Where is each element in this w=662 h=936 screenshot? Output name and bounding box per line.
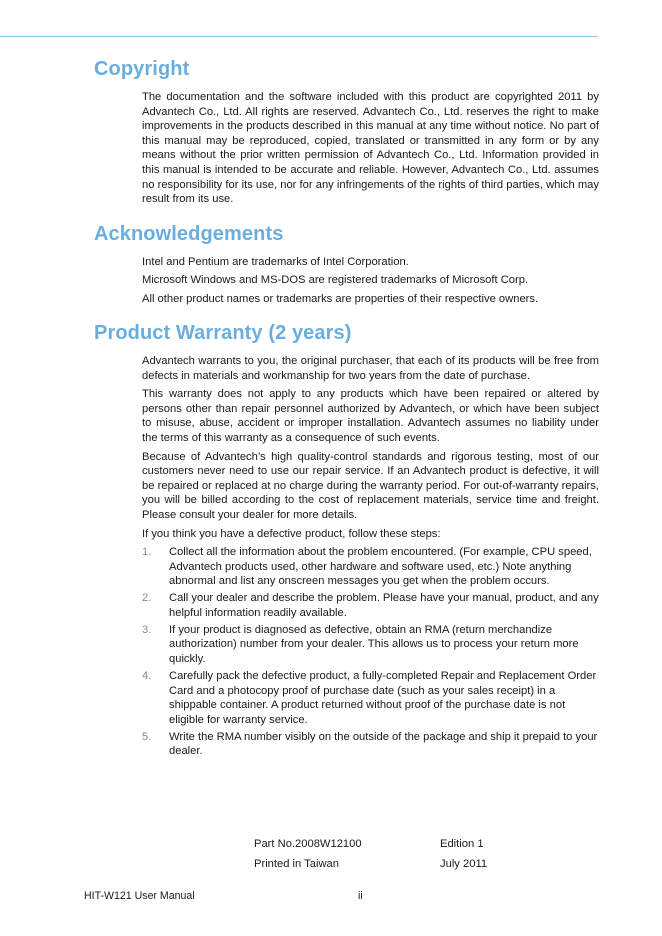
step-number: 5. [142,730,152,743]
footer-page-number: ii [358,890,363,902]
part-info-row [254,854,514,874]
ack-line: Intel and Pentium are trademarks of Intel Corporation. [142,256,409,268]
part-info [254,834,514,874]
step-number: 1. [142,546,152,559]
warranty-paragraph: If you think you have a defective product, follow these steps: [142,527,441,540]
footer-manual-title: HIT-W121 User Manual [84,890,195,902]
warranty-steps-list [142,545,599,759]
acknowledgements-section [142,255,599,310]
step-text: If your product is diagnosed as defective, obtain an RMA (return merchandize authorization) number from your dealer. This allows us to process your return more quickly. [169,623,579,666]
warranty-paragraph: Advantech warrants to you, the original purchaser, that each of its products will be free from defects in materials and workmanship for two years from the date of purchase. [142,355,599,382]
warranty-heading: Product Warranty (2 years) [94,322,352,344]
print-date: July 2011 [440,858,488,870]
step-text: Carefully pack the defective product, a fully-completed Repair and Replacement Order Card and a photocopy proof of purchase date (such as your sales receipt) in a shippable container. A product returned without proof of the purchase date is not eligible for warranty service. [169,670,597,726]
part-number: Part No.2008W12100 [254,838,362,850]
copyright-heading: Copyright [94,58,190,80]
acknowledgements-heading: Acknowledgements [94,223,284,245]
step-number: 3. [142,623,152,636]
header-rule [0,36,598,37]
list-item [142,591,599,620]
step-number: 4. [142,670,152,683]
edition: Edition 1 [440,838,484,850]
ack-line: Microsoft Windows and MS-DOS are registered trademarks of Microsoft Corp. [142,274,529,287]
part-info-row [254,834,514,854]
warranty-section [142,354,599,761]
warranty-paragraph: Because of Advantech’s high quality-control standards and rigorous testing, most of our customers never need to use our repair service. If an Advantech product is defective, it will be repaired or replaced at no charge during the warranty period. For out-of-warranty repairs, you will be billed according to the cost of replacement materials, service time and freight. Please consult your dealer for more details. [142,450,599,521]
step-text: Write the RMA number visibly on the outside of the package and ship it prepaid to your dealer. [169,730,598,758]
copyright-section [142,90,599,211]
list-item [142,623,599,667]
step-number: 2. [142,592,152,605]
list-item [142,545,599,589]
warranty-paragraph: This warranty does not apply to any products which have been repaired or altered by persons other than repair personnel authorized by Advantech, or which have been subject to misuse, abuse, accident or improper installation. Advantech assumes no liability under the terms of this warranty as a consequence of such events. [142,388,599,444]
step-text: Call your dealer and describe the problem. Please have your manual, product, and any helpful information readily available. [169,592,599,619]
ack-line: All other product names or trademarks are properties of their respective owners. [142,292,539,305]
printed-in: Printed in Taiwan [254,858,339,870]
list-item [142,730,599,759]
list-item [142,669,599,727]
copyright-text: The documentation and the software included with this product are copyrighted 2011 by Advantech Co., Ltd. All rights are reserved. Advantech Co., Ltd. reserves the right to make improvements in the products described in this manual at any time without notice. No part of this manual may be reproduced, copied, translated or transmitted in any form or by any means without the prior written permission of Advantech Co., Ltd. Information provided in this manual is intended to be accurate and reliable. However, Advantech Co., Ltd. assumes no responsibility for its use, nor for any infringements of the rights of third parties, which may result from its use. [142,91,599,206]
step-text: Collect all the information about the problem encountered. (For example, CPU speed, Advantech products used, other hardware and software used, etc.) Note anything abnormal and list any onscreen messages you get when the problem occurs. [169,546,592,588]
